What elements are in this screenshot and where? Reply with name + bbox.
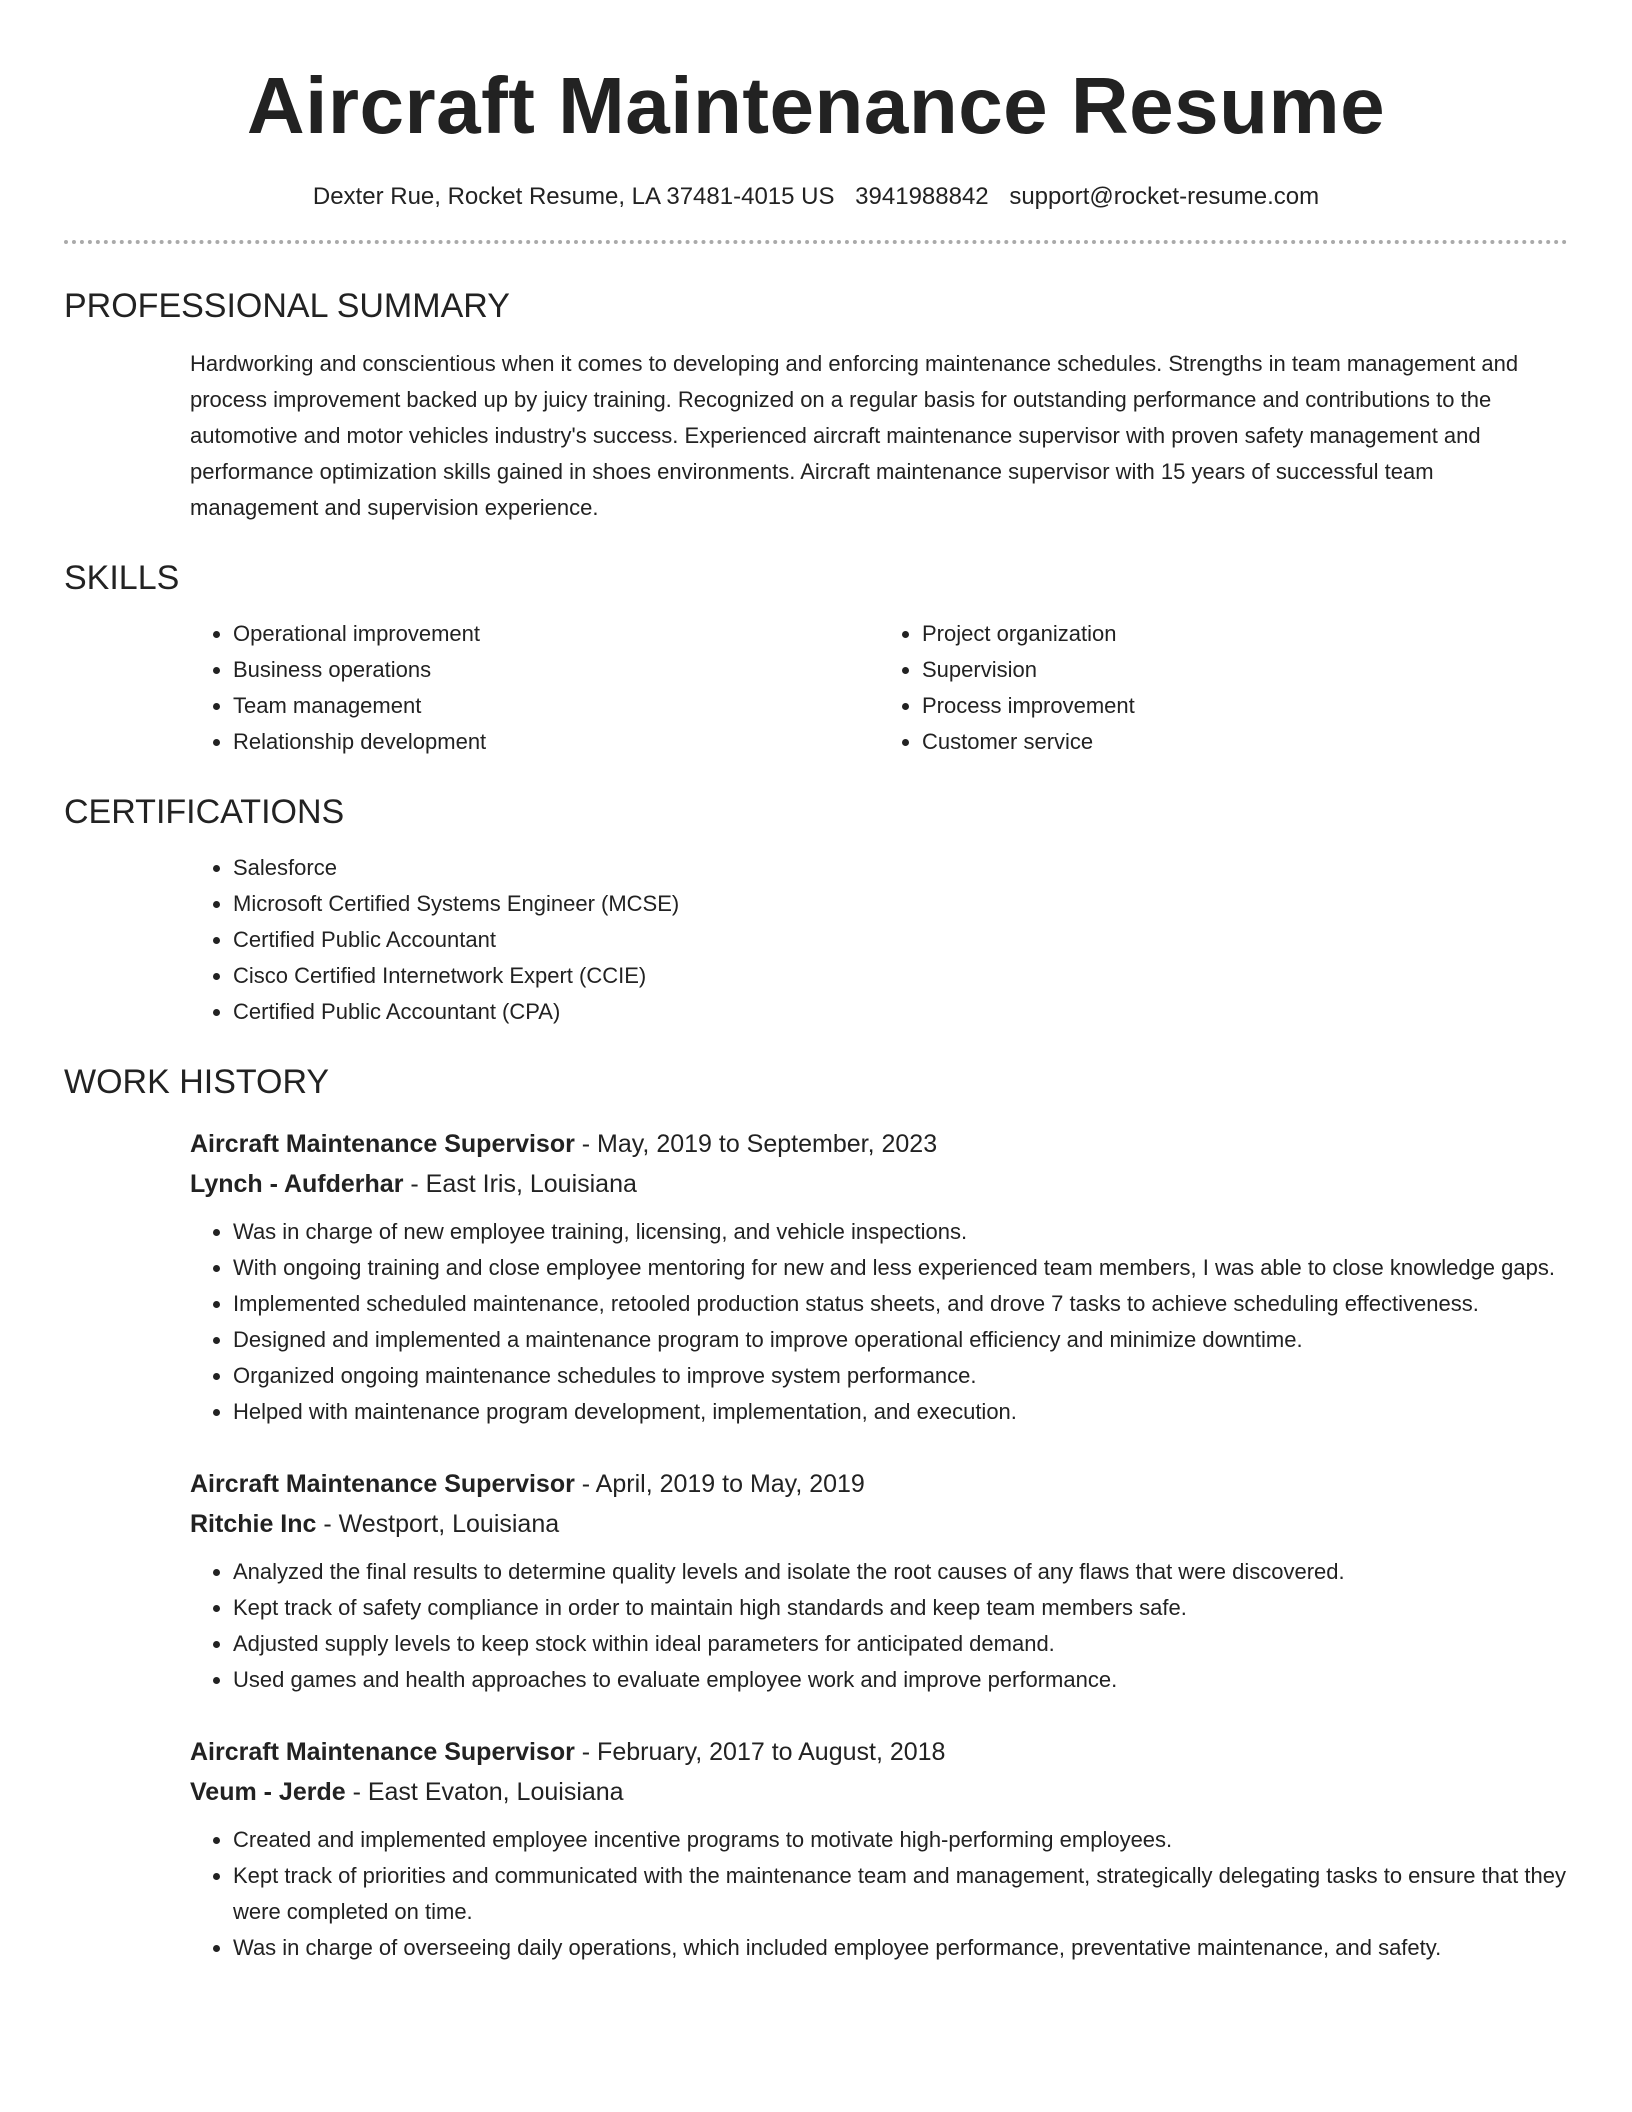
job-title: Aircraft Maintenance Supervisor — [190, 1130, 575, 1158]
job-entry — [190, 1732, 1568, 1966]
job-bullet: • Was in charge of overseeing daily operations, which included employee performance, preventative maintenance, and safety. — [233, 1930, 1568, 1966]
job-bullet: • Organized ongoing maintenance schedules to improve system performance. — [233, 1358, 1568, 1394]
job-title-line — [190, 1124, 1568, 1164]
job-bullets — [190, 1214, 1568, 1430]
job-bullet: • With ongoing training and close employee mentoring for new and less experienced team members, I was able to close knowledge gaps. — [233, 1250, 1568, 1286]
certification-item: • Microsoft Certified Systems Engineer (MCSE) — [233, 886, 1568, 922]
job-title-line — [190, 1464, 1568, 1504]
job-company: Lynch - Aufderhar — [190, 1170, 404, 1198]
skill-item: • Business operations — [233, 652, 879, 688]
job-company: Veum - Jerde — [190, 1778, 346, 1806]
job-entry — [190, 1464, 1568, 1698]
job-bullet: • Created and implemented employee incentive programs to motivate high-performing employees. — [233, 1822, 1568, 1858]
header-divider — [64, 240, 1568, 244]
skill-item: • Supervision — [922, 652, 1568, 688]
job-bullet: • Kept track of safety compliance in order to maintain high standards and keep team members safe. — [233, 1590, 1568, 1626]
job-company-line — [190, 1164, 1568, 1204]
certifications-list — [190, 850, 1568, 1030]
job-title: Aircraft Maintenance Supervisor — [190, 1738, 575, 1766]
skills-columns — [190, 616, 1568, 760]
job-company: Ritchie Inc — [190, 1510, 317, 1538]
contact-phone: 3941988842 — [855, 183, 989, 210]
skill-item: • Team management — [233, 688, 879, 724]
job-entry — [190, 1124, 1568, 1430]
job-location: - East Evaton, Louisiana — [345, 1778, 624, 1806]
certification-item: • Salesforce — [233, 850, 1568, 886]
job-bullets — [190, 1822, 1568, 1966]
job-location: - East Iris, Louisiana — [403, 1170, 637, 1198]
summary-text: Hardworking and conscientious when it comes to developing and enforcing maintenance schedules. Strengths in team management and process improvement backed up by juicy training. Recognized on a regular basis for outstanding performance and contributions to the automotive and motor vehicles industry's success. Experienced aircraft maintenance supervisor with proven safety management and performance optimization skills gained in shoes environments. Aircraft maintenance supervisor with 15 years of successful team management and supervision experience. — [190, 351, 1519, 520]
certification-item: • Certified Public Accountant — [233, 922, 1568, 958]
skills-heading: SKILLS — [64, 559, 180, 597]
certification-item: • Cisco Certified Internetwork Expert (CCIE) — [233, 958, 1568, 994]
job-bullet: • Analyzed the final results to determine quality levels and isolate the root causes of any flaws that were discovered. — [233, 1554, 1568, 1590]
page-title: Aircraft Maintenance Resume — [246, 61, 1386, 150]
job-dates: - April, 2019 to May, 2019 — [574, 1470, 865, 1498]
job-bullet: • Helped with maintenance program development, implementation, and execution. — [233, 1394, 1568, 1430]
job-dates: - February, 2017 to August, 2018 — [574, 1738, 946, 1766]
job-bullets — [190, 1554, 1568, 1698]
contact-address: Dexter Rue, Rocket Resume, LA 37481-4015 US — [312, 183, 835, 210]
skill-item: • Customer service — [922, 724, 1568, 760]
skill-item: • Relationship development — [233, 724, 879, 760]
job-title-line — [190, 1732, 1568, 1772]
work-history-heading: WORK HISTORY — [64, 1063, 330, 1101]
contact-line — [0, 182, 1632, 212]
skill-item: • Operational improvement — [233, 616, 879, 652]
job-title: Aircraft Maintenance Supervisor — [190, 1470, 575, 1498]
job-company-line — [190, 1504, 1568, 1544]
job-bullet: • Was in charge of new employee training, licensing, and vehicle inspections. — [233, 1214, 1568, 1250]
contact-email: support@rocket-resume.com — [1009, 183, 1320, 210]
job-location: - Westport, Louisiana — [316, 1510, 560, 1538]
job-bullet: • Kept track of priorities and communicated with the maintenance team and management, strategically delegating tasks to ensure that they were completed on time. — [233, 1858, 1568, 1930]
job-bullet: • Adjusted supply levels to keep stock within ideal parameters for anticipated demand. — [233, 1626, 1568, 1662]
skill-item: • Process improvement — [922, 688, 1568, 724]
certifications-heading: CERTIFICATIONS — [64, 793, 345, 831]
job-bullet: • Used games and health approaches to evaluate employee work and improve performance. — [233, 1662, 1568, 1698]
skills-list-left — [190, 616, 879, 760]
skills-list-right — [879, 616, 1568, 760]
job-company-line — [190, 1772, 1568, 1812]
job-bullet: • Implemented scheduled maintenance, retooled production status sheets, and drove 7 tasks to achieve scheduling effectiveness. — [233, 1286, 1568, 1322]
summary-heading: PROFESSIONAL SUMMARY — [64, 287, 510, 325]
job-dates: - May, 2019 to September, 2023 — [574, 1130, 938, 1158]
skill-item: • Project organization — [922, 616, 1568, 652]
certification-item: • Certified Public Accountant (CPA) — [233, 994, 1568, 1030]
job-bullet: • Designed and implemented a maintenance program to improve operational efficiency and minimize downtime. — [233, 1322, 1568, 1358]
